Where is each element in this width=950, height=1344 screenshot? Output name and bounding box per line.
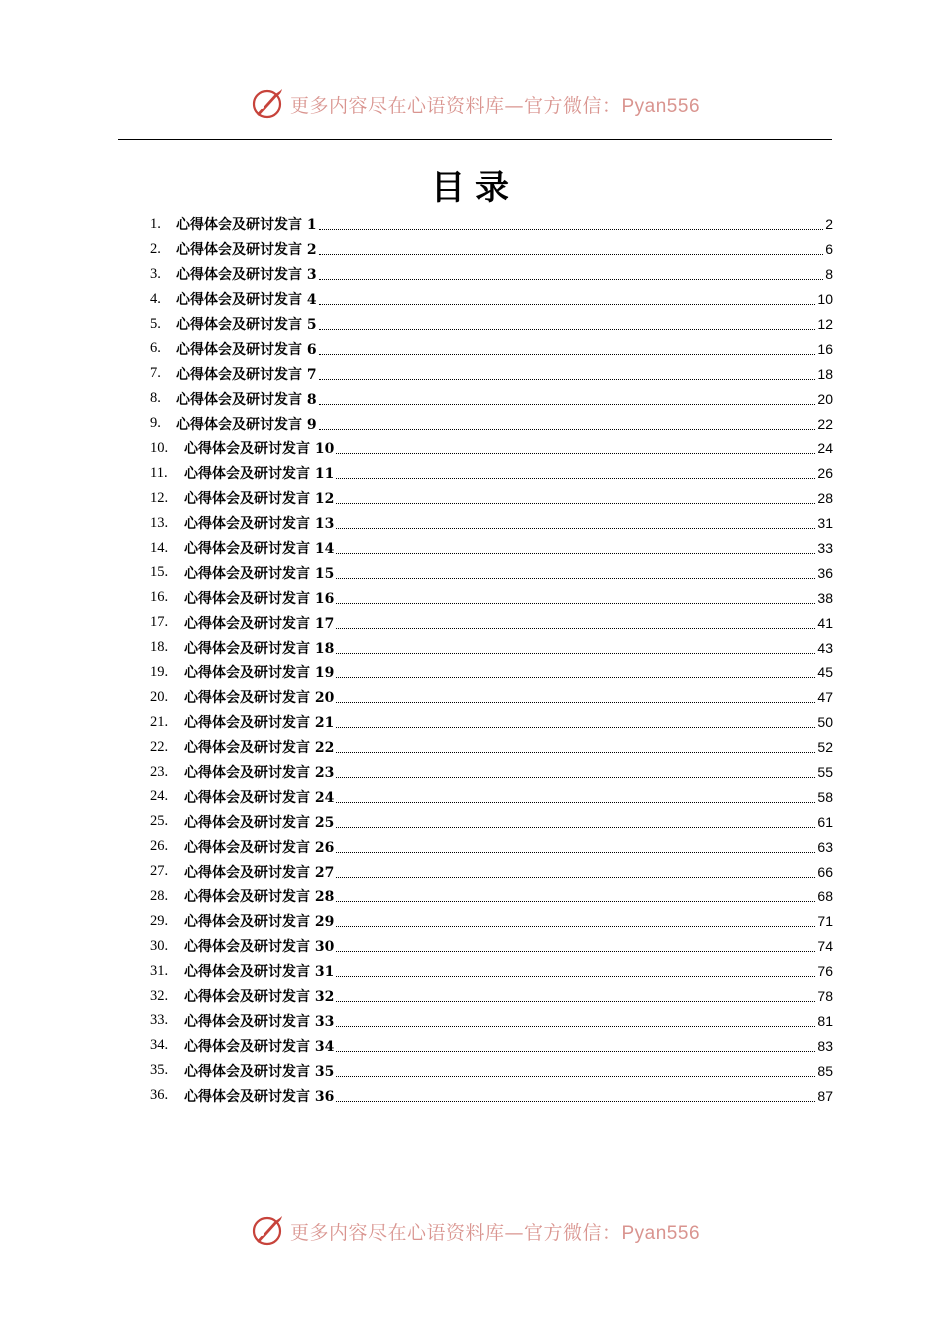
toc-entry-number: 1. xyxy=(150,215,161,232)
toc-dot-leader xyxy=(336,801,815,803)
toc-entry-label: 心得体会及研讨发言 27 xyxy=(184,864,335,881)
toc-entry-number: 11. xyxy=(150,464,168,481)
toc-entry-page: 85 xyxy=(817,1062,833,1079)
toc-dot-leader xyxy=(336,527,815,529)
toc-dot-leader xyxy=(336,552,815,554)
toc-entry-number: 34. xyxy=(150,1037,169,1054)
toc-entry-label: 心得体会及研讨发言 20 xyxy=(184,690,335,707)
toc-entry-number: 20. xyxy=(150,688,169,705)
toc-entry-page: 76 xyxy=(817,963,833,980)
toc-dot-leader xyxy=(336,900,815,902)
toc-entry-page: 22 xyxy=(817,415,833,432)
toc-entry-label: 心得体会及研讨发言 30 xyxy=(184,939,335,956)
toc-entry-number: 13. xyxy=(150,514,169,531)
toc-entry[interactable] xyxy=(150,909,833,934)
toc-entry[interactable] xyxy=(150,486,833,511)
quill-pen-logo-icon xyxy=(250,87,284,121)
toc-dot-leader xyxy=(336,577,815,579)
toc-entry-number: 12. xyxy=(150,489,169,506)
toc-entry-page: 66 xyxy=(817,863,833,880)
toc-dot-leader xyxy=(336,1100,815,1102)
toc-entry-label: 心得体会及研讨发言 25 xyxy=(184,814,335,831)
toc-entry-page: 74 xyxy=(817,938,833,955)
toc-entry-label: 心得体会及研讨发言 7 xyxy=(176,366,317,383)
toc-entry-label: 心得体会及研讨发言 18 xyxy=(184,640,335,657)
toc-entry-number: 17. xyxy=(150,614,169,631)
toc-entry-number: 16. xyxy=(150,589,169,606)
toc-entry-page: 71 xyxy=(817,913,833,930)
toc-entry[interactable] xyxy=(150,1009,833,1034)
toc-dot-leader xyxy=(336,1000,815,1002)
toc-entry-page: 36 xyxy=(817,564,833,581)
toc-entry-label: 心得体会及研讨发言 11 xyxy=(184,466,335,483)
toc-entry-label: 心得体会及研讨发言 8 xyxy=(176,391,317,408)
toc-entry[interactable] xyxy=(150,511,833,536)
table-of-contents xyxy=(150,212,833,1108)
toc-entry-label: 心得体会及研讨发言 17 xyxy=(184,615,335,632)
toc-entry-number: 36. xyxy=(150,1087,169,1104)
toc-dot-leader xyxy=(319,378,816,380)
toc-entry-page: 2 xyxy=(825,216,833,233)
toc-entry-label: 心得体会及研讨发言 29 xyxy=(184,914,335,931)
toc-entry-number: 22. xyxy=(150,738,169,755)
toc-entry-label: 心得体会及研讨发言 36 xyxy=(184,1088,335,1105)
toc-entry-page: 55 xyxy=(817,764,833,781)
toc-entry[interactable] xyxy=(150,461,833,486)
toc-entry[interactable] xyxy=(150,237,833,262)
toc-dot-leader xyxy=(336,925,815,927)
toc-entry-label: 心得体会及研讨发言 14 xyxy=(184,541,335,558)
toc-entry[interactable] xyxy=(150,660,833,685)
toc-entry-page: 41 xyxy=(817,614,833,631)
toc-entry-number: 21. xyxy=(150,713,169,730)
toc-entry[interactable] xyxy=(150,959,833,984)
toc-entry-number: 35. xyxy=(150,1062,169,1079)
toc-entry-number: 24. xyxy=(150,788,169,805)
toc-entry-label: 心得体会及研讨发言 4 xyxy=(176,292,317,309)
toc-entry-number: 3. xyxy=(150,265,161,282)
toc-dot-leader xyxy=(319,253,824,255)
toc-entry-label: 心得体会及研讨发言 32 xyxy=(184,989,335,1006)
toc-entry-page: 38 xyxy=(817,589,833,606)
toc-entry[interactable] xyxy=(150,635,833,660)
toc-dot-leader xyxy=(336,652,815,654)
toc-dot-leader xyxy=(336,776,815,778)
wechat-id: Pyan556 xyxy=(621,1222,701,1244)
toc-entry-page: 81 xyxy=(817,1012,833,1029)
toc-dot-leader xyxy=(319,303,816,305)
toc-entry-label: 心得体会及研讨发言 13 xyxy=(184,516,335,533)
toc-entry-page: 10 xyxy=(817,291,833,308)
toc-entry-page: 18 xyxy=(817,365,833,382)
toc-dot-leader xyxy=(336,502,815,504)
toc-entry[interactable] xyxy=(150,411,833,436)
toc-dot-leader xyxy=(336,876,815,878)
page-title: 目录 xyxy=(431,168,519,208)
toc-entry[interactable] xyxy=(150,884,833,909)
toc-entry-page: 12 xyxy=(817,316,833,332)
toc-entry-number: 19. xyxy=(150,663,169,680)
toc-entry-label: 心得体会及研讨发言 28 xyxy=(184,889,335,906)
toc-entry-page: 61 xyxy=(817,813,833,830)
toc-dot-leader xyxy=(336,676,815,678)
quill-pen-logo-icon xyxy=(250,1214,284,1248)
toc-entry-page: 78 xyxy=(817,988,833,1005)
toc-dot-leader xyxy=(336,1075,815,1077)
toc-entry-number: 32. xyxy=(150,987,169,1004)
toc-entry-page: 63 xyxy=(817,838,833,855)
toc-entry-number: 28. xyxy=(150,887,169,904)
toc-entry[interactable] xyxy=(150,710,833,735)
toc-entry[interactable] xyxy=(150,386,833,411)
toc-entry[interactable] xyxy=(150,859,833,884)
toc-entry[interactable] xyxy=(150,784,833,809)
toc-entry-label: 心得体会及研讨发言 1 xyxy=(176,217,317,234)
toc-entry-label: 心得体会及研讨发言 9 xyxy=(176,416,317,433)
toc-entry-label: 心得体会及研讨发言 21 xyxy=(184,715,335,732)
toc-entry[interactable] xyxy=(150,834,833,859)
toc-entry[interactable] xyxy=(150,536,833,561)
toc-entry-label: 心得体会及研讨发言 3 xyxy=(176,267,317,284)
toc-entry-number: 14. xyxy=(150,539,169,556)
toc-entry-number: 15. xyxy=(150,564,169,581)
toc-entry-number: 26. xyxy=(150,838,169,855)
toc-dot-leader xyxy=(336,851,815,853)
banner-text: 更多内容尽在心语资料库—官方微信：Pyan556 xyxy=(289,1221,701,1244)
toc-entry[interactable] xyxy=(150,212,833,237)
toc-dot-leader xyxy=(336,1025,815,1027)
footer-banner xyxy=(0,1211,950,1251)
toc-entry-number: 6. xyxy=(150,340,161,357)
toc-entry[interactable] xyxy=(150,1083,833,1108)
toc-entry-label: 心得体会及研讨发言 24 xyxy=(184,789,335,806)
toc-entry-page: 87 xyxy=(817,1087,833,1104)
toc-entry-page: 28 xyxy=(817,490,833,507)
toc-entry-page: 83 xyxy=(817,1037,833,1054)
header-rule xyxy=(118,139,832,140)
toc-dot-leader xyxy=(336,726,815,728)
toc-entry-number: 31. xyxy=(150,962,169,979)
toc-entry-number: 7. xyxy=(150,365,161,382)
toc-dot-leader xyxy=(336,975,815,977)
toc-dot-leader xyxy=(319,403,816,405)
toc-entry-page: 58 xyxy=(817,788,833,805)
toc-entry-page: 16 xyxy=(817,340,833,357)
toc-entry[interactable] xyxy=(150,436,833,461)
toc-entry-number: 5. xyxy=(150,315,161,332)
toc-entry[interactable] xyxy=(150,760,833,785)
toc-dot-leader xyxy=(336,477,815,479)
toc-entry-label: 心得体会及研讨发言 16 xyxy=(184,590,335,607)
toc-entry-page: 47 xyxy=(817,689,833,706)
toc-dot-leader xyxy=(319,328,816,330)
toc-entry[interactable] xyxy=(150,262,833,287)
toc-entry-label: 心得体会及研讨发言 2 xyxy=(176,242,317,259)
toc-entry-page: 26 xyxy=(817,465,833,482)
toc-entry[interactable] xyxy=(150,585,833,610)
toc-entry-label: 心得体会及研讨发言 34 xyxy=(184,1038,335,1055)
toc-entry[interactable] xyxy=(150,685,833,710)
toc-entry-label: 心得体会及研讨发言 10 xyxy=(184,441,335,458)
toc-entry-number: 8. xyxy=(150,390,161,407)
toc-dot-leader xyxy=(336,701,815,703)
toc-dot-leader xyxy=(336,602,815,604)
toc-dot-leader xyxy=(336,1050,815,1052)
toc-entry-page: 68 xyxy=(817,888,833,905)
toc-entry-label: 心得体会及研讨发言 23 xyxy=(184,765,335,782)
toc-dot-leader xyxy=(336,627,815,629)
toc-entry-label: 心得体会及研讨发言 22 xyxy=(184,740,335,757)
toc-entry-page: 33 xyxy=(817,540,833,557)
toc-entry-label: 心得体会及研讨发言 33 xyxy=(184,1013,335,1030)
toc-entry[interactable] xyxy=(150,984,833,1009)
toc-entry-number: 23. xyxy=(150,763,169,780)
toc-entry[interactable] xyxy=(150,1033,833,1058)
toc-entry-label: 心得体会及研讨发言 31 xyxy=(184,964,335,981)
toc-entry-page: 24 xyxy=(817,440,833,457)
toc-entry-label: 心得体会及研讨发言 26 xyxy=(184,839,335,856)
toc-dot-leader xyxy=(319,228,824,230)
toc-entry-page: 31 xyxy=(817,515,833,532)
toc-entry-number: 4. xyxy=(150,290,161,307)
toc-entry-number: 10. xyxy=(150,439,169,456)
toc-dot-leader xyxy=(336,950,815,952)
toc-entry-number: 25. xyxy=(150,813,169,830)
banner-text: 更多内容尽在心语资料库—官方微信：Pyan556 xyxy=(289,94,701,117)
toc-entry-page: 43 xyxy=(817,639,833,656)
toc-entry-label: 心得体会及研讨发言 12 xyxy=(184,491,335,508)
toc-dot-leader xyxy=(319,278,824,280)
toc-entry[interactable] xyxy=(150,361,833,386)
toc-dot-leader xyxy=(336,826,815,828)
header-banner xyxy=(0,84,950,124)
toc-entry-number: 9. xyxy=(150,415,161,432)
toc-entry-number: 33. xyxy=(150,1012,169,1029)
toc-entry[interactable] xyxy=(150,1058,833,1083)
toc-entry-page: 20 xyxy=(817,390,833,407)
toc-dot-leader xyxy=(319,353,816,355)
wechat-id: Pyan556 xyxy=(621,95,701,117)
toc-entry[interactable] xyxy=(150,312,833,337)
toc-entry-label: 心得体会及研讨发言 15 xyxy=(184,565,335,582)
toc-entry-number: 27. xyxy=(150,863,169,880)
toc-entry[interactable] xyxy=(150,735,833,760)
toc-entry-label: 心得体会及研讨发言 35 xyxy=(184,1063,335,1080)
toc-entry[interactable] xyxy=(150,809,833,834)
toc-entry[interactable] xyxy=(150,287,833,312)
toc-entry-number: 30. xyxy=(150,937,169,954)
toc-entry-label: 心得体会及研讨发言 6 xyxy=(176,341,317,358)
toc-entry-page: 6 xyxy=(825,241,833,258)
toc-entry-label: 心得体会及研讨发言 19 xyxy=(184,665,335,682)
toc-entry-number: 29. xyxy=(150,912,169,929)
toc-entry-label: 心得体会及研讨发言 5 xyxy=(176,317,317,333)
toc-dot-leader xyxy=(336,452,815,454)
toc-entry-page: 50 xyxy=(817,714,833,731)
toc-entry[interactable] xyxy=(150,610,833,635)
toc-entry[interactable] xyxy=(150,336,833,361)
toc-dot-leader xyxy=(336,751,815,753)
toc-dot-leader xyxy=(319,428,816,430)
toc-entry[interactable] xyxy=(150,560,833,585)
toc-entry[interactable] xyxy=(150,934,833,959)
toc-entry-page: 8 xyxy=(825,266,833,283)
toc-entry-page: 45 xyxy=(817,664,833,681)
toc-entry-number: 2. xyxy=(150,240,161,257)
toc-entry-number: 18. xyxy=(150,639,169,656)
toc-entry-page: 52 xyxy=(817,739,833,756)
